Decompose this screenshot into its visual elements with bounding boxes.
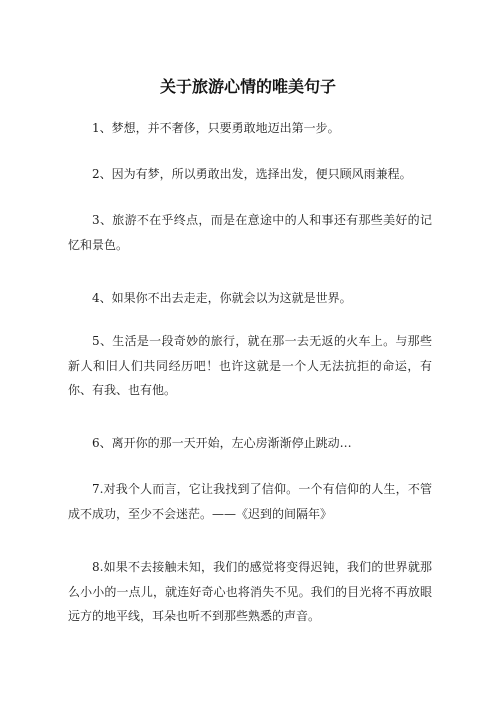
paragraph-7: 7.对我个人而言，它让我找到了信仰。一个有信仰的人生，不管成不成功，至少不会迷茫。——《迟到的间隔年》 — [68, 482, 432, 521]
paragraph-1: 1、梦想，并不奢侈，只要勇敢地迈出第一步。 — [92, 121, 340, 135]
paragraph-6: 6、离开你的那一天开始，左心房渐渐停止跳动… — [92, 436, 352, 450]
paragraph-2: 2、因为有梦，所以勇敢出发，选择出发，便只顾风雨兼程。 — [92, 167, 412, 181]
paragraph-5: 5、生活是一段奇妙的旅行，就在那一去无返的火车上。与那些新人和旧人们共同经历吧！也许这就是一个人无法抗拒的命运，有你、有我、也有他。 — [68, 334, 432, 397]
paragraph-4: 4、如果你不出去走走，你就会以为这就是世界。 — [92, 291, 352, 305]
document-title: 关于旅游心情的唯美句子 — [159, 77, 336, 96]
paragraph-8: 8.如果不去接触未知，我们的感觉将变得迟钝，我们的世界就那么小小的一点儿，就连好奇心也将消失不见。我们的目光将不再放眼远方的地平线，耳朵也听不到那些熟悉的声音。 — [68, 560, 432, 623]
paragraph-3: 3、旅游不在乎终点，而是在意途中的人和事还有那些美好的记忆和景色。 — [68, 213, 432, 252]
